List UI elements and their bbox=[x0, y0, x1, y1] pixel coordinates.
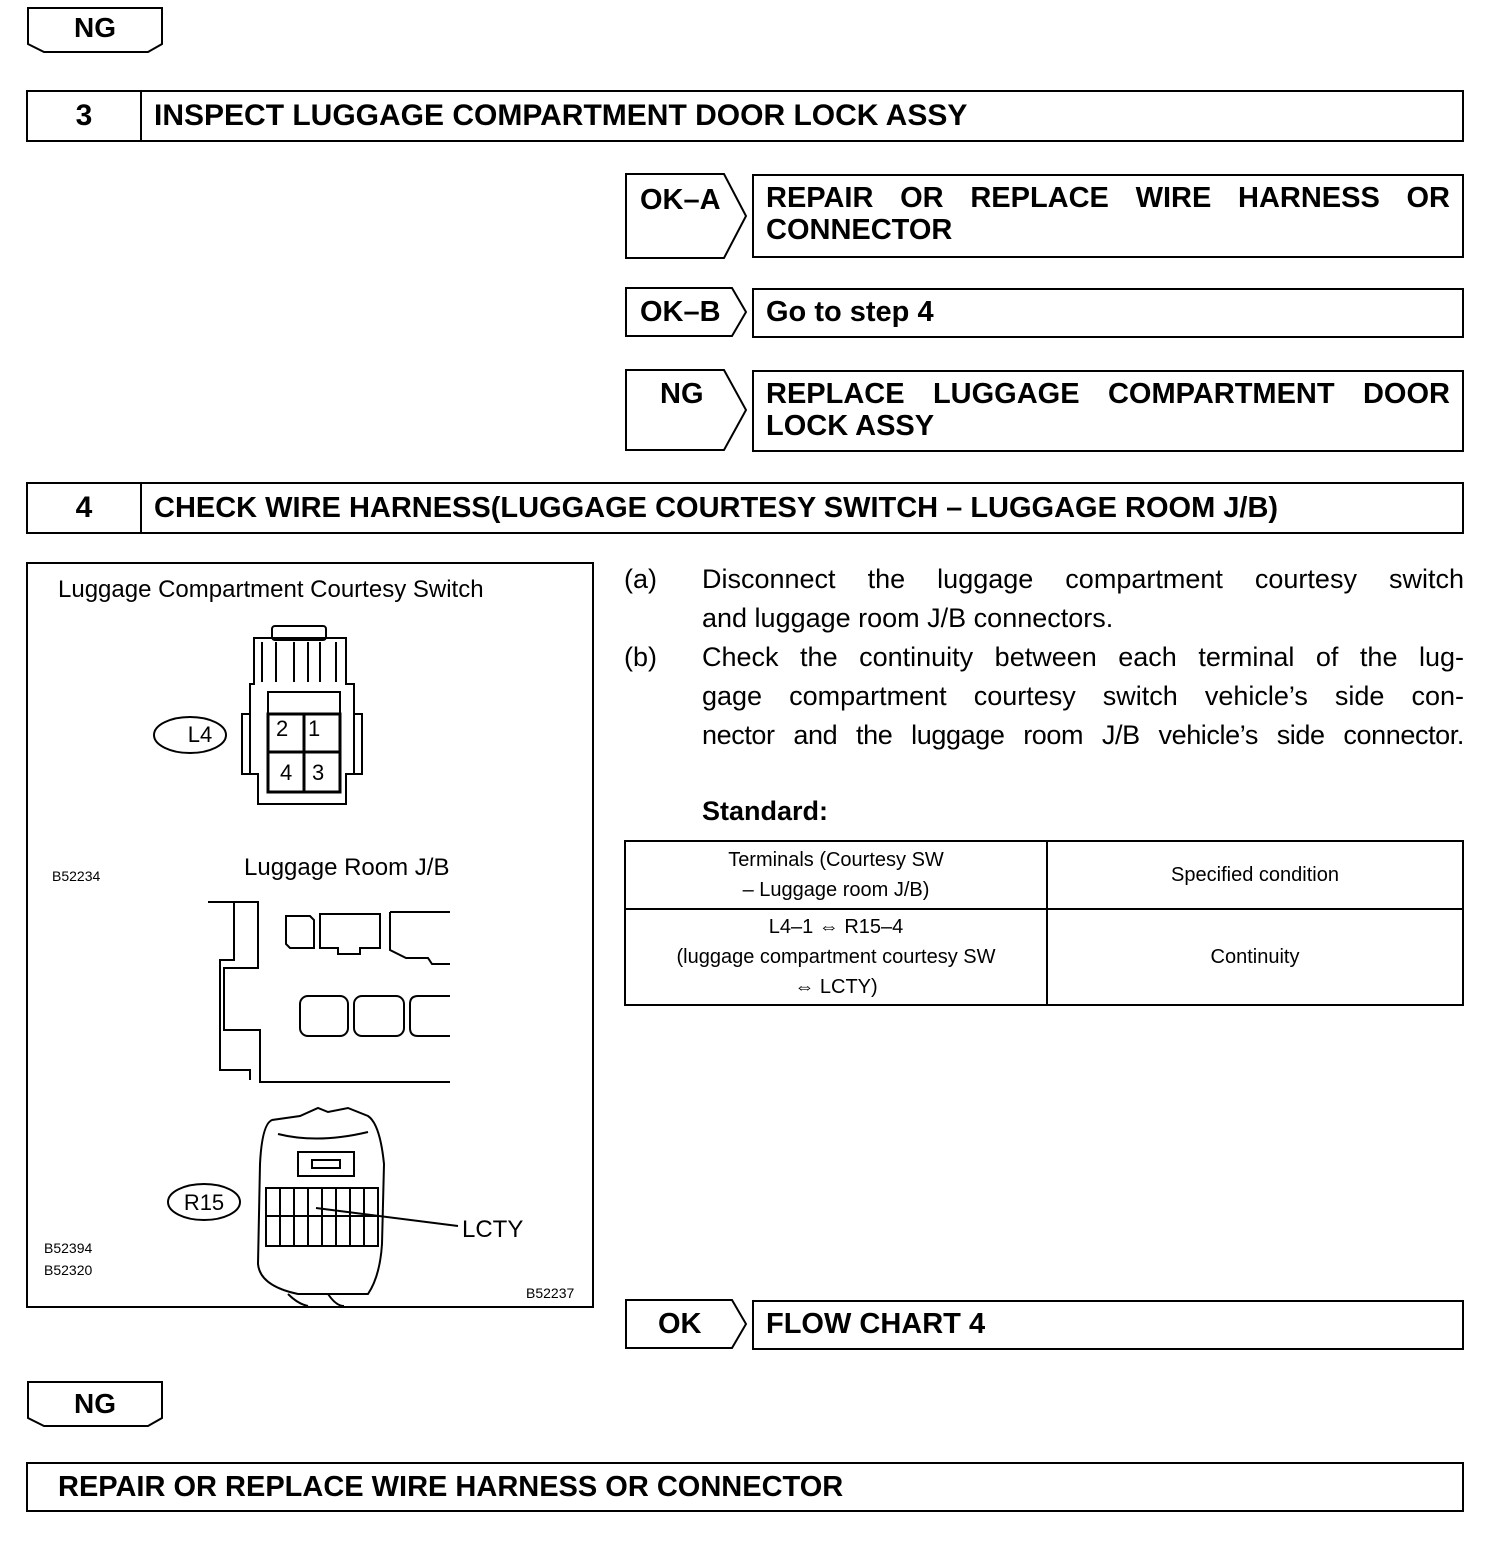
cell-line: L4–1 ⇔ R15–4 bbox=[768, 916, 904, 938]
instruction-line: Check the continuity between each terminal of the lug- bbox=[702, 642, 1464, 672]
result-text-line: FLOW CHART 4 bbox=[766, 1308, 986, 1340]
pin-label: 1 bbox=[308, 716, 321, 741]
figure-code: B52234 bbox=[52, 868, 101, 884]
table-cell-terminals bbox=[625, 909, 1047, 1005]
table-cell-condition: Continuity bbox=[1047, 909, 1463, 1005]
pin-label: 3 bbox=[312, 760, 325, 785]
cell-line: ⇔ LCTY) bbox=[794, 976, 878, 998]
connector-drawings bbox=[28, 564, 592, 1306]
diagram-title-jb: Luggage Room J/B bbox=[244, 854, 450, 881]
cell-line: (luggage compartment courtesy SW bbox=[676, 946, 996, 968]
instruction-label-a: (a) bbox=[624, 564, 657, 594]
connector-label-l4: L4 bbox=[187, 722, 213, 747]
terminal-label-lcty: LCTY bbox=[462, 1216, 524, 1243]
result-label-ok: OK bbox=[658, 1308, 702, 1340]
instruction-line: Disconnect the luggage compartment courtesy switch bbox=[702, 564, 1464, 594]
ng-flag-top: NG bbox=[74, 12, 116, 43]
instruction-b bbox=[702, 638, 1464, 755]
instruction-label-b: (b) bbox=[624, 642, 657, 672]
table-header-condition: Specified condition bbox=[1047, 841, 1463, 909]
pin-label: 2 bbox=[276, 716, 289, 741]
table-header-row bbox=[625, 841, 1463, 909]
step-number: 3 bbox=[28, 92, 142, 140]
standard-table bbox=[624, 840, 1464, 1006]
result-label-ok-a: OK–A bbox=[640, 184, 721, 216]
result-ng bbox=[752, 370, 1464, 452]
instruction-line: gage compartment courtesy switch vehicle’s side con- bbox=[702, 681, 1464, 711]
final-action-text: REPAIR OR REPLACE WIRE HARNESS OR CONNECTOR bbox=[58, 1470, 844, 1503]
result-label-ng: NG bbox=[660, 378, 704, 410]
instruction-a bbox=[702, 560, 1464, 638]
instruction-line: nector and the luggage room J/B vehicle’s side connector. bbox=[702, 720, 1464, 750]
figure-code: B52320 bbox=[44, 1262, 93, 1278]
figure-code: B52237 bbox=[526, 1285, 575, 1301]
table-row bbox=[625, 909, 1463, 1005]
result-ok bbox=[752, 1300, 1464, 1350]
standard-label: Standard: bbox=[702, 796, 829, 826]
figure-code: B52394 bbox=[44, 1240, 93, 1256]
result-label-ok-b: OK–B bbox=[640, 296, 721, 328]
pin-label: 4 bbox=[280, 760, 293, 785]
connector-label-r15: R15 bbox=[183, 1190, 225, 1215]
cell-line: – Luggage room J/B) bbox=[742, 879, 930, 901]
ng-flag-bottom: NG bbox=[74, 1388, 116, 1419]
result-ok-a bbox=[752, 174, 1464, 258]
final-action-box bbox=[26, 1462, 1464, 1512]
instruction-line: and luggage room J/B connectors. bbox=[702, 603, 1114, 633]
result-text-line: LOCK ASSY bbox=[766, 410, 935, 442]
step-3-header bbox=[26, 90, 1464, 142]
step-title: CHECK WIRE HARNESS(LUGGAGE COURTESY SWITCH – LUGGAGE ROOM J/B) bbox=[154, 491, 1279, 524]
result-text-line: Go to step 4 bbox=[766, 296, 934, 328]
step-4-header bbox=[26, 482, 1464, 534]
step-title: INSPECT LUGGAGE COMPARTMENT DOOR LOCK ASSY bbox=[154, 99, 968, 132]
table-header-terminals bbox=[625, 841, 1047, 909]
step-number: 4 bbox=[28, 484, 142, 532]
diagram-title-switch: Luggage Compartment Courtesy Switch bbox=[58, 576, 484, 603]
result-text-line: REPLACE LUGGAGE COMPARTMENT DOOR bbox=[766, 378, 1450, 410]
result-text-line: REPAIR OR REPLACE WIRE HARNESS OR bbox=[766, 182, 1450, 214]
result-ok-b bbox=[752, 288, 1464, 338]
cell-line: Terminals (Courtesy SW bbox=[728, 849, 944, 871]
result-text-line: CONNECTOR bbox=[766, 214, 953, 246]
